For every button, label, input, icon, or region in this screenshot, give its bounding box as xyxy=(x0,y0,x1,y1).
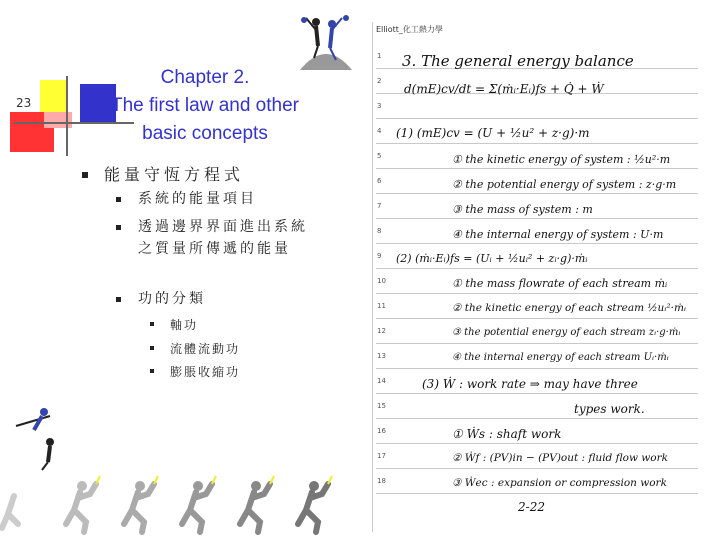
ruled-line xyxy=(376,493,698,494)
climber-body xyxy=(34,416,42,430)
bullet-level3 xyxy=(150,346,154,350)
title-line-3: basic concepts xyxy=(142,123,268,144)
row-number: 17 xyxy=(377,452,386,460)
ruled-line xyxy=(376,393,698,394)
hw-line-6: ③ the mass of system : m xyxy=(452,203,593,216)
runner-figure xyxy=(182,476,216,532)
ruled-line xyxy=(376,318,698,319)
outline-level1: 能量守恆方程式 xyxy=(104,165,245,184)
title-line-2: The first law and other xyxy=(111,95,299,116)
row-number: 7 xyxy=(377,202,382,210)
hw-line-5: ② the potential energy of system : z·g·m xyxy=(452,178,677,191)
ruled-line xyxy=(376,443,698,444)
row-number: 3 xyxy=(377,102,382,110)
rope-line xyxy=(16,416,50,426)
hw-line-12: ④ the internal energy of each stream Uᵢ·ṁᵢ xyxy=(452,352,669,363)
climbing-figures-clipart xyxy=(10,404,60,474)
runner-figure xyxy=(66,476,100,532)
hw-line-17: ③ Ẇec : expansion or compression work xyxy=(452,477,667,489)
figure-body-2 xyxy=(330,28,332,48)
climber-leg xyxy=(42,462,48,470)
outline-item-expansion-work: 膨脹收縮功 xyxy=(170,365,241,379)
hw-line-3: (1) (mE)cv = (U + ½u² + z·g)·m xyxy=(396,126,590,140)
ruled-line xyxy=(376,268,698,269)
hw-page-number: 2-22 xyxy=(518,500,545,514)
bullet-level2 xyxy=(116,225,121,230)
rock-shape xyxy=(300,54,352,70)
row-number: 15 xyxy=(377,402,386,410)
climber-body-2 xyxy=(48,446,50,462)
ruled-line xyxy=(376,293,698,294)
notebook-header: Elliott_化工熱力學 xyxy=(376,25,443,34)
hw-line-14: types work. xyxy=(574,402,645,416)
row-number: 6 xyxy=(377,177,382,185)
row-number: 11 xyxy=(377,302,386,310)
hw-line-15: ① Ẇs : shaft work xyxy=(452,427,562,441)
decor-vertical-line xyxy=(66,76,68,156)
bullet-level2 xyxy=(116,297,121,302)
row-number: 9 xyxy=(377,252,382,260)
climber-head xyxy=(40,408,48,416)
outline-item-energy-terms: 系統的能量項目 xyxy=(138,191,257,207)
running-figures-clipart xyxy=(50,474,350,536)
ruled-line xyxy=(376,118,698,119)
outline-item-shaft-work: 軸功 xyxy=(170,318,199,332)
row-number: 10 xyxy=(377,277,386,285)
row-number: 4 xyxy=(377,127,382,135)
outline-item-mass-transfer xyxy=(138,216,308,260)
bullet-level2 xyxy=(116,197,121,202)
row-number: 14 xyxy=(377,377,386,385)
row-number: 1 xyxy=(377,52,382,60)
row-number: 2 xyxy=(377,77,382,85)
slide-title xyxy=(100,64,310,148)
ruled-line xyxy=(376,418,698,419)
hw-line-11: ③ the potential energy of each stream zᵢ·g·ṁᵢ xyxy=(452,327,681,338)
title-line-1: Chapter 2. xyxy=(160,67,250,88)
hw-line-2: d(mE)cv/dt = Σ(ṁᵢ·Eᵢ)fs + Q̇ + Ẇ xyxy=(404,82,604,96)
page-number: 23 xyxy=(16,96,32,110)
hw-line-13: (3) Ẇ : work rate ⇒ may have three xyxy=(422,377,638,391)
figure-hand-2 xyxy=(343,15,349,21)
bullet-level3 xyxy=(150,369,154,373)
outline-item-work-types: 功的分類 xyxy=(138,291,206,307)
outline-item-flow-work: 流體流動功 xyxy=(170,342,241,356)
celebrating-figures-clipart xyxy=(296,12,356,74)
hw-line-7: ④ the internal energy of system : U·m xyxy=(452,228,664,241)
runner-figure xyxy=(240,476,274,532)
bullet-level1 xyxy=(82,172,88,178)
row-number: 16 xyxy=(377,427,386,435)
runner-figure xyxy=(298,476,332,532)
runner-figure-partial xyxy=(0,488,30,538)
hw-line-1: 3. The general energy balance xyxy=(402,52,634,70)
figure-hand xyxy=(301,17,307,23)
ruled-line xyxy=(376,193,698,194)
ruled-line xyxy=(376,468,698,469)
row-number: 8 xyxy=(377,227,382,235)
hw-line-8: (2) (ṁᵢ·Eᵢ)fs = (Uᵢ + ½uᵢ² + zᵢ·g)·ṁᵢ xyxy=(396,252,588,265)
hw-line-10: ② the kinetic energy of each stream ½uᵢ²·ṁᵢ xyxy=(452,302,687,314)
ruled-line xyxy=(376,143,698,144)
ruled-line xyxy=(376,368,698,369)
ruled-line xyxy=(376,218,698,219)
row-number: 13 xyxy=(377,352,386,360)
climber-head-2 xyxy=(46,438,54,446)
ruled-line xyxy=(376,243,698,244)
row-number: 18 xyxy=(377,477,386,485)
hw-line-16: ② Ẇf : (PV)in − (PV)out : fluid flow work xyxy=(452,452,668,464)
outline-item-mass-transfer-line-2: 之質量所傳遞的能量 xyxy=(138,241,291,257)
bullet-level3 xyxy=(150,322,154,326)
outline-item-mass-transfer-line-1: 透過邊界界面進出系統 xyxy=(138,219,308,235)
row-number: 12 xyxy=(377,327,386,335)
hw-line-9: ① the mass flowrate of each stream ṁᵢ xyxy=(452,277,668,290)
runner-figure xyxy=(124,476,158,532)
figure-head xyxy=(312,18,320,26)
hw-line-4: ① the kinetic energy of system : ½u²·m xyxy=(452,153,671,166)
ruled-line xyxy=(376,168,698,169)
ruled-line xyxy=(376,343,698,344)
row-number: 5 xyxy=(377,152,382,160)
